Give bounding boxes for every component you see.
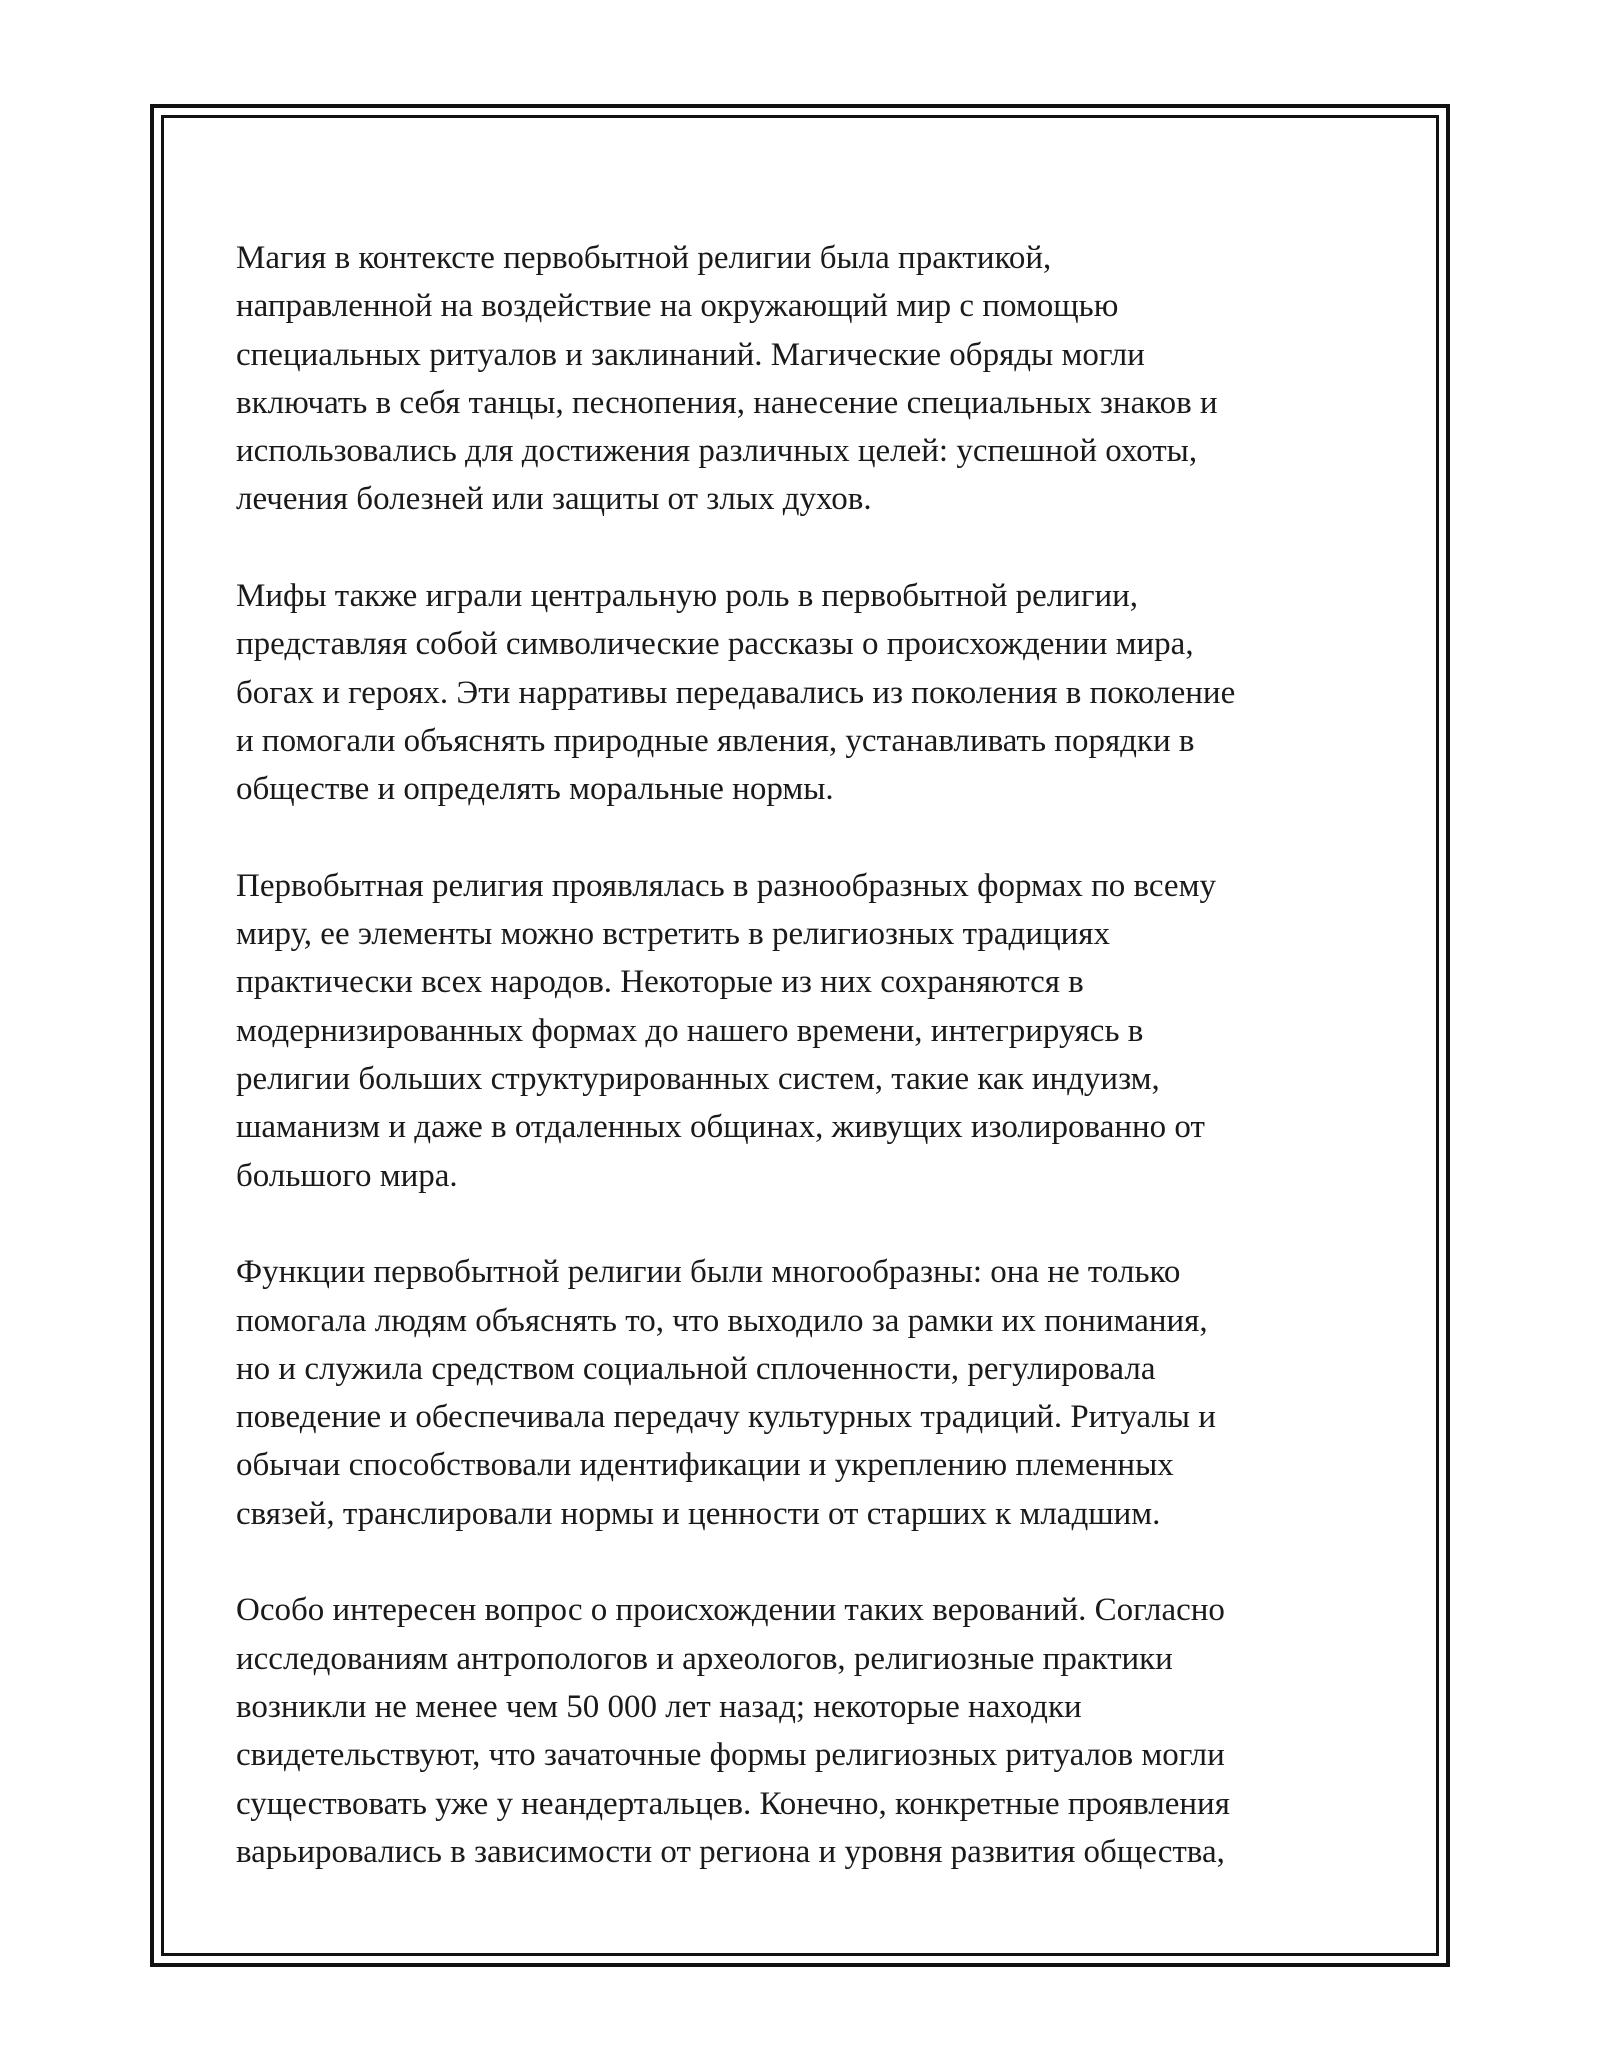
- paragraph-magic: Магия в контексте первобытной религии была практикой, направленной на воздействие на окружающий мир с помощью специальных ритуалов и заклинаний. Магические обряды могли включать в себя танцы, песнопения, нанесение специальных знаков и использовались для достижения различных целей: успешной охоты, лечения болезней или защиты от злых духов.: [236, 240, 1218, 518]
- paragraph-functions: Функции первобытной религии были многообразны: она не только помогала людям объяснять то, что выходило за рамки их понимания, но и служила средством социальной сплоченности, регулировала поведение и обеспечивала передачу культурных традиций. Ритуалы и обычаи способствовали идентификации и укреплению племенных связей, транслировали нормы и ценности от старших к младшим.: [236, 1254, 1216, 1532]
- paragraph-myths: Мифы также играли центральную роль в первобытной религии, представляя собой символические рассказы о происхождении мира, богах и героях. Эти нарративы передавались из поколения в поколение и помогали объяснять природные явления, устанавливать порядки в обществе и определять моральные нормы.: [236, 578, 1236, 808]
- paragraph-origins: Особо интересен вопрос о происхождении таких верований. Согласно исследованиям антропологов и археологов, религиозные практики возникли не менее чем 50 000 лет назад; некоторые находки свидетельствуют, что зачаточные формы религиозных ритуалов могли существовать уже у неандертальцев. Конечно, конкретные проявления варьировались в зависимости от региона и уровня развития общества,: [236, 1592, 1230, 1870]
- document-body: [236, 234, 1376, 1924]
- paragraph-forms: Первобытная религия проявлялась в разнообразных формах по всему миру, ее элементы можно встретить в религиозных традициях практически всех народов. Некоторые из них сохраняются в модернизированных формах до нашего времени, интегрируясь в религии больших структурированных систем, такие как индуизм, шаманизм и даже в отдаленных общинах, живущих изолированно от большого мира.: [236, 867, 1216, 1194]
